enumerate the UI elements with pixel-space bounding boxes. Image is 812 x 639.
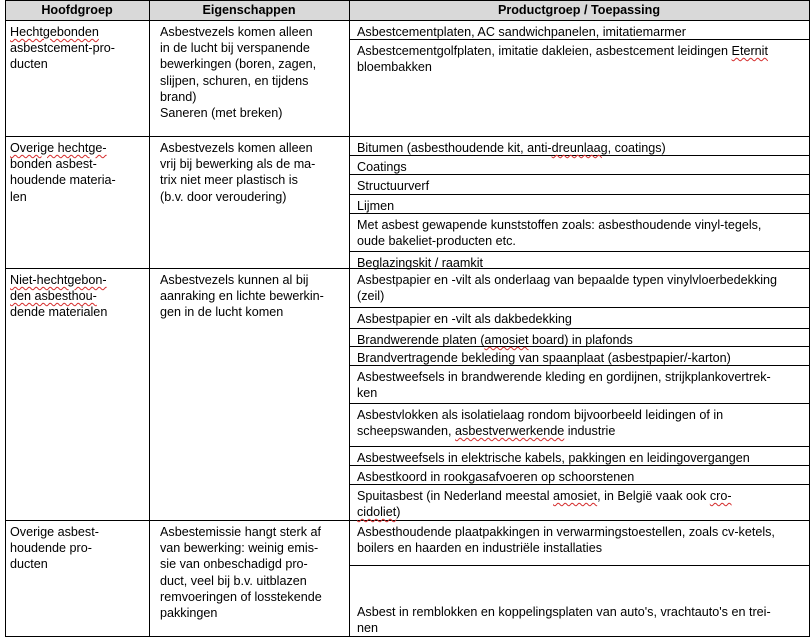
eigenschappen-cell-line: gen in de lucht komen bbox=[160, 305, 284, 320]
table-rule bbox=[809, 0, 810, 637]
eigenschappen-cell-line: bewerkingen (boren, zagen, bbox=[160, 57, 317, 72]
product-cell-line: oude bakeliet-producten etc. bbox=[357, 234, 516, 249]
product-cell-line: Asbestpapier en -vilt als onderlaag van bepaalde typen vinylvloerbedekking bbox=[357, 273, 778, 287]
product-cell-line: Asbestpapier en -vilt als dakbedekking bbox=[357, 312, 572, 326]
table-rule bbox=[349, 307, 810, 308]
spellcheck-flag: asbestverwerkende bbox=[455, 424, 565, 439]
product-cell-line: ken bbox=[357, 386, 378, 401]
product-cell-line: Asbestcementgolfplaten, imitatie dakleien, asbestcement leidingen Eternit bbox=[357, 44, 768, 58]
eigenschappen-cell-line: van bewerking: weinig emis- bbox=[160, 541, 319, 556]
eigenschappen-cell-line: Asbestemissie hangt sterk af bbox=[160, 525, 321, 539]
eigenschappen-cell-line: in de lucht bij verspanende bbox=[160, 41, 310, 56]
table-rule bbox=[5, 20, 810, 21]
product-cell bbox=[357, 332, 807, 348]
product-cell bbox=[357, 140, 807, 156]
spellcheck-flag: Hechtgebonden bbox=[10, 25, 99, 39]
eigenschappen-cell-line: brand) bbox=[160, 89, 197, 104]
product-cell-line: Coatings bbox=[357, 160, 407, 174]
eigenschappen-cell bbox=[160, 24, 346, 121]
hoofdgroep-cell bbox=[10, 272, 146, 321]
product-cell-line: nen bbox=[357, 621, 379, 636]
product-cell-line: Asbestvlokken als isolatielaag rondom bijvoorbeeld leidingen of in bbox=[357, 408, 724, 422]
product-cell bbox=[357, 24, 807, 40]
column-header-productgroep: Productgroep / Toepassing bbox=[497, 3, 661, 17]
product-cell-line: cidoliet) bbox=[357, 505, 401, 520]
product-cell bbox=[357, 369, 807, 401]
hoofdgroep-cell-line: ducten bbox=[10, 57, 48, 72]
hoofdgroep-cell-line bbox=[10, 272, 146, 288]
hoofdgroep-cell-line bbox=[10, 24, 146, 40]
eigenschappen-cell-line: duct, veel bij b.v. uitblazen bbox=[160, 573, 307, 588]
product-cell bbox=[357, 604, 807, 636]
eigenschappen-cell-line: remvoeringen of losstekende bbox=[160, 589, 322, 604]
product-cell-line: scheepswanden, asbestverwerkende industrie bbox=[357, 424, 616, 439]
table-rule bbox=[349, 0, 350, 637]
hoofdgroep-cell bbox=[10, 140, 146, 205]
eigenschappen-cell-line: pakkingen bbox=[160, 606, 218, 621]
table-rule bbox=[349, 403, 810, 404]
product-cell bbox=[357, 178, 807, 194]
hoofdgroep-cell-line bbox=[10, 140, 146, 156]
hoofdgroep-cell bbox=[10, 24, 146, 73]
eigenschappen-cell-line: Saneren (met breken) bbox=[160, 106, 283, 121]
eigenschappen-cell-line: Asbestvezels komen alleen bbox=[160, 25, 313, 39]
product-cell-line: Beglazingskit / raamkit bbox=[357, 256, 483, 270]
spellcheck-flag: dreunlaag bbox=[551, 141, 608, 155]
product-cell-line: Asbestcementplaten, AC sandwichpanelen, imitatiemarmer bbox=[357, 25, 686, 39]
product-cell-line: Asbesthoudende plaatpakkingen in verwarmingstoestellen, zoals cv-ketels, bbox=[357, 525, 775, 539]
spellcheck-flag: den asbesthou- bbox=[10, 289, 97, 304]
table-rule bbox=[5, 136, 810, 137]
hoofdgroep-cell-line: dende materialen bbox=[10, 305, 108, 320]
column-header-hoofdgroep: Hoofdgroep bbox=[41, 3, 113, 17]
hoofdgroep-cell-line bbox=[10, 288, 146, 304]
product-cell-line: bloembakken bbox=[357, 60, 432, 75]
eigenschappen-cell-line: vrij bij bewerking als de ma- bbox=[160, 157, 316, 172]
product-cell bbox=[357, 272, 807, 304]
asbestos-classification-table bbox=[5, 0, 810, 637]
product-cell-line: Asbestweefsels in brandwerende kleding en gordijnen, strijkplankovertrek- bbox=[357, 370, 771, 384]
product-cell-line: boilers en haarden en industriële installaties bbox=[357, 541, 603, 556]
hoofdgroep-cell-line: asbestcement-pro- bbox=[10, 41, 115, 56]
table-rule bbox=[5, 0, 6, 637]
product-cell bbox=[357, 450, 807, 466]
spellcheck-flag: cidoliet bbox=[357, 505, 397, 520]
product-cell bbox=[357, 217, 807, 249]
product-cell bbox=[357, 469, 807, 485]
product-cell-line: Asbestweefsels in elektrische kabels, pakkingen en leidingovergangen bbox=[357, 451, 750, 465]
hoofdgroep-cell-line: Overige asbest- bbox=[10, 525, 99, 539]
table-rule bbox=[349, 251, 810, 252]
spellcheck-flag: Overige hechtge- bbox=[10, 141, 107, 155]
product-cell bbox=[357, 407, 807, 439]
hoofdgroep-cell-line: len bbox=[10, 189, 27, 204]
eigenschappen-cell-line: aanraking en lichte bewerkin- bbox=[160, 289, 324, 304]
eigenschappen-cell-line: slijpen, schuren, en tijdens bbox=[160, 73, 309, 88]
hoofdgroep-cell-line: houdende pro- bbox=[10, 541, 92, 556]
product-cell bbox=[357, 198, 807, 214]
product-cell-line: (zeil) bbox=[357, 289, 385, 304]
product-cell-line: Spuitasbest (in Nederland meestal amosiet, in België vaak ook cro- bbox=[357, 489, 732, 503]
product-cell bbox=[357, 311, 807, 327]
column-header-eigenschappen: Eigenschappen bbox=[202, 3, 296, 17]
product-cell-line: Asbest in remblokken en koppelingsplaten van auto's, vrachtauto's en trei- bbox=[357, 605, 771, 619]
hoofdgroep-cell-line: ducten bbox=[10, 557, 48, 572]
eigenschappen-cell-line: (b.v. door veroudering) bbox=[160, 189, 287, 204]
product-cell-line: Asbestkoord in rookgasafvoeren op schoorstenen bbox=[357, 470, 635, 484]
table-rule bbox=[349, 565, 810, 566]
product-cell bbox=[357, 350, 807, 366]
eigenschappen-cell-line: Asbestvezels kunnen al bij bbox=[160, 273, 309, 287]
spellcheck-flag: Eternit bbox=[731, 44, 768, 58]
table-rule bbox=[149, 0, 150, 637]
table-rule bbox=[349, 446, 810, 447]
table-rule bbox=[5, 0, 810, 1]
spellcheck-flag: cro- bbox=[709, 489, 732, 503]
eigenschappen-cell-line: trix niet meer plastisch is bbox=[160, 173, 298, 188]
eigenschappen-cell bbox=[160, 272, 346, 321]
product-cell-line: Lijmen bbox=[357, 199, 395, 213]
spellcheck-flag: amosiet bbox=[553, 489, 598, 503]
product-cell bbox=[357, 255, 807, 271]
table-rule bbox=[349, 328, 810, 329]
product-cell-line: Met asbest gewapende kunststoffen zoals: asbesthoudende vinyl-tegels, bbox=[357, 218, 762, 232]
eigenschappen-cell bbox=[160, 140, 346, 205]
product-cell-line: Brandwerende platen (amosiet board) in plafonds bbox=[357, 333, 633, 347]
eigenschappen-cell-line: sie van onbeschadigd pro- bbox=[160, 557, 308, 572]
product-cell-line: Bitumen (asbesthoudende kit, anti-dreunlaag, coatings) bbox=[357, 141, 666, 155]
spellcheck-flag: Niet-hechtgebon- bbox=[10, 273, 107, 287]
hoofdgroep-cell bbox=[10, 524, 146, 573]
eigenschappen-cell bbox=[160, 524, 346, 621]
eigenschappen-cell-line: Asbestvezels komen alleen bbox=[160, 141, 313, 155]
product-cell-line: Structuurverf bbox=[357, 179, 430, 193]
product-cell bbox=[357, 488, 807, 520]
product-cell bbox=[357, 524, 807, 556]
product-cell-line: Brandvertragende bekleding van spaanplaat (asbestpapier/-karton) bbox=[357, 351, 731, 365]
product-cell bbox=[357, 43, 807, 75]
hoofdgroep-cell-line: houdende materia- bbox=[10, 173, 116, 188]
hoofdgroep-cell-line: bonden asbest- bbox=[10, 157, 97, 172]
product-cell bbox=[357, 159, 807, 175]
spellcheck-flag: amosiet bbox=[484, 333, 529, 347]
